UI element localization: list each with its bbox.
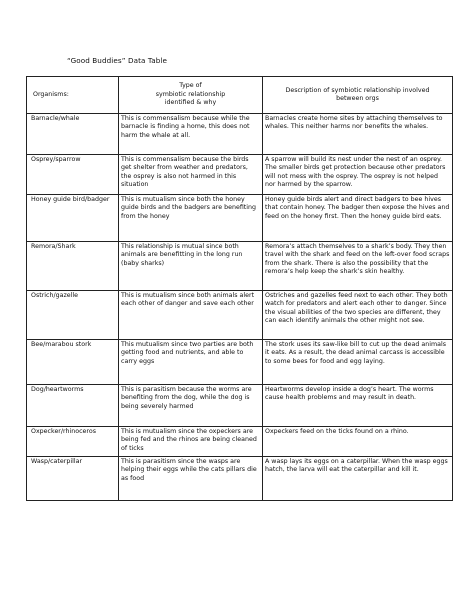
type-cell: This is mutualism since the oxpeckers are being fed and the rhinos are being cleaned of ticks [119,427,263,457]
header-type: Type of symbiotic relationship identified & why [119,77,263,114]
table-row [27,242,453,291]
header-description: Description of symbiotic relationship involved between orgs [263,77,453,114]
organism-cell: Remora/Shark [27,242,119,291]
description-cell: Remora’s attach themselves to a shark’s body. They then travel with the shark and feed on the left-over food scraps from the shark. There is also the possibility that the remora’s help keep the shark’s skin healthy. [263,242,453,291]
organism-cell: Barnacle/whale [27,114,119,155]
header-organisms: Organisms: [27,77,119,114]
description-cell: Oxpeckers feed on the ticks found on a rhino. [263,427,453,457]
type-cell: This is parasitism because the worms are benefiting from the dog, while the dog is being severely harmed [119,385,263,427]
table-row [27,114,453,155]
table-row [27,195,453,242]
type-cell: This is mutualism since both the honey guide birds and the badgers are benefiting from the honey [119,195,263,242]
organism-cell: Ostrich/gazelle [27,291,119,340]
table-row [27,155,453,195]
organism-cell: Wasp/caterpillar [27,457,119,501]
data-table [26,76,453,501]
table-row [27,457,453,501]
organism-cell: Bee/marabou stork [27,340,119,385]
type-cell: This is commensalism because while the barnacle is finding a home, this does not harm the whale at all. [119,114,263,155]
type-cell: This is parasitism since the wasps are helping their eggs while the cats pillars die as food [119,457,263,501]
table-row [27,291,453,340]
description-cell: Barnacles create home sites by attaching themselves to whales. This neither harms nor benefits the whales. [263,114,453,155]
organism-cell: Dog/heartworms [27,385,119,427]
page-title: “Good Buddies” Data Table [67,56,167,65]
description-cell: A wasp lays its eggs on a caterpillar. When the wasp eggs hatch, the larva will eat the caterpillar and kill it. [263,457,453,501]
type-cell: This is mutualism since both animals alert each other of danger and save each other [119,291,263,340]
description-cell: Heartworms develop inside a dog’s heart. The worms cause health problems and may result in death. [263,385,453,427]
description-cell: A sparrow will build its nest under the nest of an osprey. The smaller birds get protection because other predators will not mess with the osprey. The osprey is not helped nor harmed by the sparrow. [263,155,453,195]
type-cell: This mutualism since two parties are both getting food and nutrients, and able to carry eggs [119,340,263,385]
table-header-row [27,77,453,114]
organism-cell: Osprey/sparrow [27,155,119,195]
table-row [27,427,453,457]
organism-cell: Oxpecker/rhinoceros [27,427,119,457]
description-cell: Honey guide birds alert and direct badgers to bee hives that contain honey. The badger then expose the hives and feed on the honey first. Then the honey guide bird eats. [263,195,453,242]
description-cell: Ostriches and gazelles feed next to each other. They both watch for predators and alert each other to danger. Since the visual abilities of the two species are different, they can each identify animals the other might not see. [263,291,453,340]
organism-cell: Honey guide bird/badger [27,195,119,242]
table-row [27,340,453,385]
description-cell: The stork uses its saw-like bill to cut up the dead animals it eats. As a result, the dead animal carcass is accessible to some bees for food and egg laying. [263,340,453,385]
table-row [27,385,453,427]
type-cell: This is commensalism because the birds get shelter from weather and predators, the osprey is also not harmed in this situation [119,155,263,195]
type-cell: This relationship is mutual since both animals are benefitting in the long run (baby sharks) [119,242,263,291]
